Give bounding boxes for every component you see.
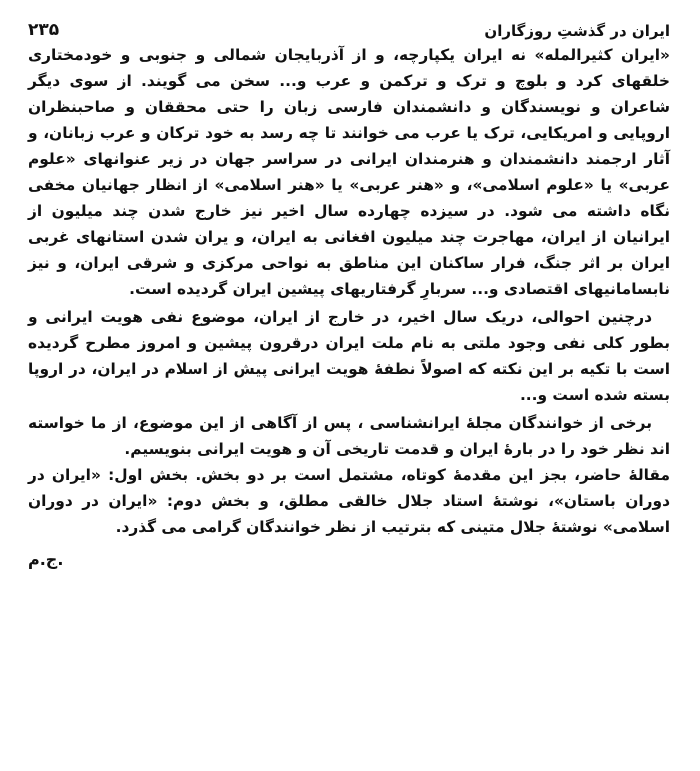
paragraph-3: برخی از خوانندگان مجلهٔ ایرانشناسی ، پس از آگاهی از این موضوع، از ما خواسته اند نظر خود را در بارهٔ ایران و قدمت تاریخی آن و هویت ایرانی بنویسیم.: [28, 414, 670, 458]
page-number: ۲۳۵: [28, 20, 60, 40]
paragraph-2: درچنین احوالی، دریک سال اخیر، در خارج از ایران، موضوع نفی هویت ایرانی و بطور کلی نفی وجود ملتی به نام ملت ایران درقرون پیشین و امروز مطرح گردیده است با تکیه بر این نکته که اصولاً نطفهٔ هویت ایرانی پیش از اسلام در ایران، در اروپا بسته شده است و...: [28, 308, 670, 404]
header-title: ایران در گذشتِ روزگاران: [484, 22, 670, 40]
running-head: [28, 14, 670, 40]
paragraph-1: «ایران کثیرالمله» نه ایران یکپارچه، و از آذربایجان شمالی و جنوبی و خودمختاری خلقهای کرد و بلوچ و ترک و ترکمن و عرب و... سخن می گویند. از سوی دیگر شاعران و نویسندگان و دانشمندان فارسی زبان را حتی محققان و صاحبنظران اروپایی و امریکایی، ترک یا عرب می خوانند تا چه رسد به خود ترکان و عرب زبانان، و آثار ارجمند دانشمندان و هنرمندان ایرانی در سراسر جهان در زیر عنوانهای «علوم عربی» یا «علوم اسلامی»، و «هنر عربی» یا «هنر اسلامی» از انظار جهانیان مخفی نگاه داشته می شود. در سیزده چهارده سال اخیر نیز خارج شدن چند میلیون از ایرانیان از ایران، مهاجرت چند میلیون افغانی به ایران، و یران شدن استانهای غربی ایران بر اثر جنگ، فرار ساکنان این مناطق به نواحی مرکزی و شرقی ایران، و نیز نابسامانیهای اقتصادی و... سربارِ گرفتاریهای پیشین ایران گردیده است.: [28, 46, 670, 298]
author-signature: ج.م.: [28, 550, 64, 569]
article-body: [28, 42, 670, 540]
paragraph-4: مقالهٔ حاضر، بجز این مقدمهٔ کوتاه، مشتمل است بر دو بخش. بخش اول: «ایران در دوران باستان»، نوشتهٔ استاد جلال خالقی مطلق، و بخش دوم: «ایران در دوران اسلامی» نوشتهٔ جلال متینی که بترتیب از نظر خوانندگان گرامی می گذرد.: [28, 466, 670, 536]
